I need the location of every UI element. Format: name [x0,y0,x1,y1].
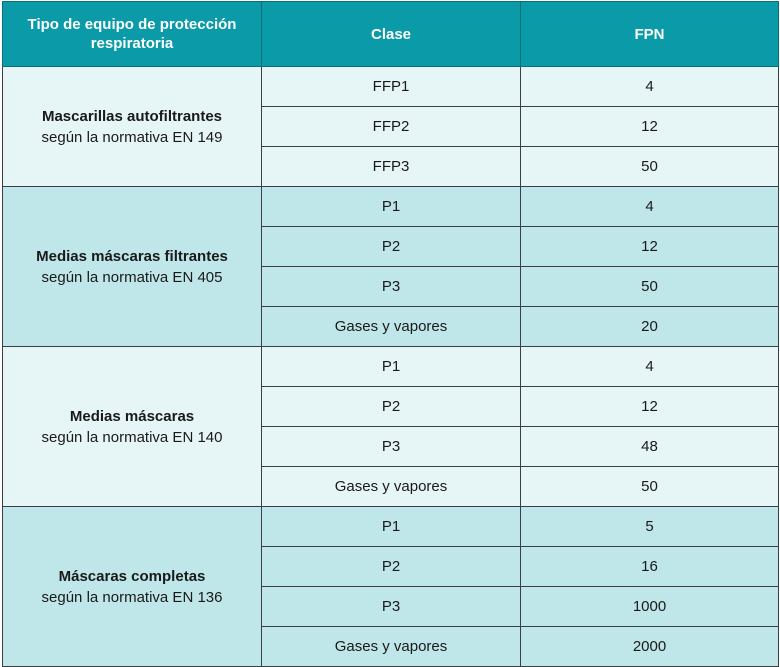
fpn-cell: 50 [521,147,779,187]
fpn-cell: 20 [521,307,779,347]
group-title: Mascarillas autofiltrantes [41,107,223,125]
class-cell: P1 [262,187,521,227]
class-cell: Gases y vapores [262,307,521,347]
group-title: Medias máscaras [69,407,195,425]
fpn-cell: 1000 [521,587,779,627]
group-cell [3,67,262,187]
fpn-cell: 5 [521,507,779,547]
fpn-cell: 48 [521,427,779,467]
fpn-cell: 16 [521,547,779,587]
group-cell [3,347,262,507]
respirator-protection-table [2,1,779,667]
group-subtitle: según la normativa EN 136 [41,588,223,606]
group-title: Medias máscaras filtrantes [36,247,228,265]
fpn-cell: 4 [521,347,779,387]
class-cell: P2 [262,387,521,427]
class-cell: P1 [262,507,521,547]
header-type: Tipo de equipo de protección respiratoria [3,2,262,67]
class-cell: FFP2 [262,107,521,147]
fpn-cell: 50 [521,267,779,307]
class-cell: P2 [262,547,521,587]
class-cell: FFP3 [262,147,521,187]
fpn-cell: 50 [521,467,779,507]
group-subtitle: según la normativa EN 140 [41,428,223,446]
group-subtitle: según la normativa EN 405 [41,268,223,286]
header-fpn: FPN [521,2,779,67]
class-cell: Gases y vapores [262,467,521,507]
class-cell: FFP1 [262,67,521,107]
class-cell: P3 [262,267,521,307]
header-row [3,2,779,67]
fpn-cell: 12 [521,107,779,147]
group-subtitle: según la normativa EN 149 [41,128,223,146]
fpn-cell: 2000 [521,627,779,667]
fpn-cell: 4 [521,187,779,227]
fpn-cell: 12 [521,387,779,427]
table-row [3,347,779,387]
class-cell: P3 [262,587,521,627]
class-cell: Gases y vapores [262,627,521,667]
class-cell: P3 [262,427,521,467]
table-row [3,507,779,547]
table-row [3,67,779,107]
fpn-cell: 4 [521,67,779,107]
class-cell: P2 [262,227,521,267]
fpn-cell: 12 [521,227,779,267]
header-class: Clase [262,2,521,67]
group-cell [3,187,262,347]
group-title: Máscaras completas [58,567,206,585]
group-cell [3,507,262,667]
class-cell: P1 [262,347,521,387]
table-row [3,187,779,227]
